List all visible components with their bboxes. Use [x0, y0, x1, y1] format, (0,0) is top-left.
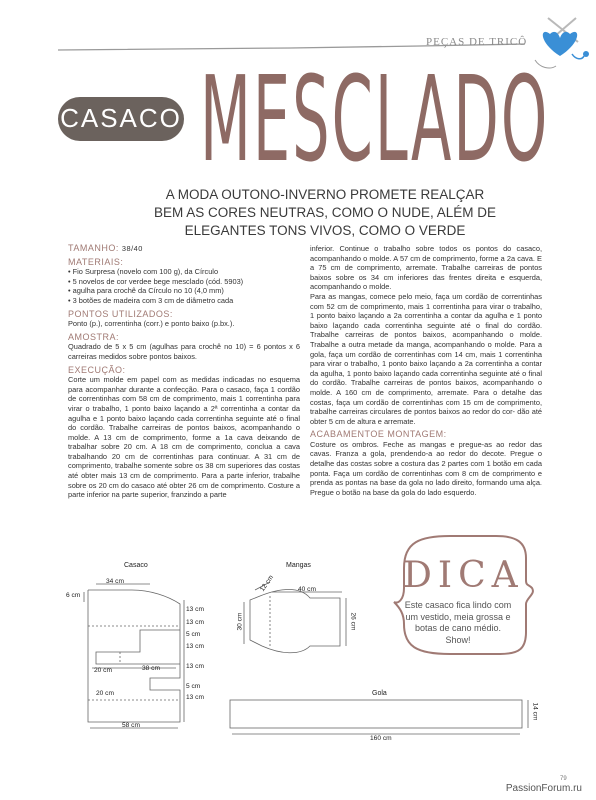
acabamento-heading: ACABAMENTOE MONTAGEM:: [310, 429, 447, 440]
casaco-dim-label: 13 cm: [186, 643, 204, 650]
page-number: 79: [560, 776, 567, 782]
mangas-gola-text: Para as mangas, comece pelo meio, faça um cordão de correntinhas com 52 cm de comprimento, mais 1 correntinha para virar o trabalho, 1 ponto baixo laçando a 2a correntinha a contar da agulha e 1 ponto baixo laçando cada correntinha seguinte até o final do cordão. Trabalhe carreiras de pontos baixos, acompanhando o molde. Trabalhe a outra metade da manga, acompanhando o molde. Para a gola, faça um cordão de correntinhas com 14 cm, mais 1 correntinha para virar o trabalho, 1 ponto baixo laçando a 2a correntinha a contar da agulha, 1 ponto baixo laçando cada correntinha seguinte até o final do cordão. Trabalhe carreiras de pontos baixos, acompanhando o molde. A 160 cm de comprimento, arremate. Para o detalhe das costas, faça um cordão de correntinhas com 15 cm de comprimento, trabalhe carreiras circulares de pontos baixos ao redor do cor- dão até obter 5 cm de altura e arremate.: [310, 291, 542, 426]
section-label: PEÇAS DE TRICÔ: [426, 36, 528, 48]
page-title: MESCLADO: [200, 50, 550, 188]
mangas-diagram-title: Mangas: [286, 562, 311, 569]
pontos-heading: PONTOS UTILIZADOS:: [68, 308, 173, 319]
materiais-item: • 5 novelos de cor verdee bege mesclado (cód. 5903): [68, 276, 244, 286]
gola-dim-label: 14 cm: [531, 702, 539, 721]
gola-diagram-title: Gola: [372, 690, 387, 697]
acabamento-text: Costure os ombros. Feche as mangas e pregue-as ao redor das cavas. Franza a gola, prendendo-a ao redor do decote. Pregue o detalhe das costas sobre a costura das 2 partes com 1 botão em cada ponta. Faça um cordão de correntinhas com 8 cm de comprimento e prenda as pontas na base da gola no lado direito, formando uma alça. Pregue o botão na base da gola do lado esquerdo.: [310, 439, 542, 497]
mangas-dim-label: 26 cm: [349, 612, 357, 631]
casaco-diagram-title: Casaco: [124, 562, 148, 569]
casaco-dim-label: 38 cm: [142, 665, 160, 672]
execucao-text: Corte um molde em papel com as medidas indicadas no esquema para acompanhar durante a confecção. Para o casaco, faça 1 cordão de correntinhas com 58 cm de comprimento, mais 1 correntinha para virar o trabalho, 1 ponto baixo laçando a 2ª correntinha a contar da agulha e 1 ponto baixo laçando cada correntinha seguinte até o final do cordão. Trabalhe carreiras de pontos baixos, acompanhando o molde. A 13 cm de comprimento, forme a 1a cava deixando de trabalhar sobre 20 cm. A 18 cm de comprimento, conclua a cava trabalhando 20 cm de correntinhas para continuar. A 31 cm de comprimento, trabalhe somente sobre os 38 cm superiores das costas até obter mais 13 cm de comprimento. Para a parte inferior, trabalhe sobre os 20 cm do casaco até obter 26 cm de comprimento. Costure a parte inferior na parte superior, franzindo a parte: [68, 375, 300, 500]
casaco-dim-label: 13 cm: [186, 606, 204, 613]
gola-dim-label: 160 cm: [370, 735, 392, 742]
site-watermark: PassionForum.ru: [505, 783, 582, 794]
amostra-text: Quadrado de 5 x 5 cm (agulhas para crochê no 10) = 6 pontos x 6 carreiras medidos sobre pontos baixos.: [68, 342, 300, 361]
casaco-dim-label: 34 cm: [106, 578, 124, 585]
casaco-dim-label: 58 cm: [122, 722, 140, 729]
execucao-continued: inferior. Continue o trabalho sobre todos os pontos do casaco, acompanhando o molde. A 57 cm de comprimento, forme a 2a cava. E a 75 cm de comprimento, arremate. Trabalhe carreiras de pontos baixos sobre os 34 cm inferiores das frentes direita e esquerda, acompanhando o molde.: [310, 244, 542, 292]
casaco-dim-label: 20 cm: [96, 690, 114, 697]
amostra-heading: AMOSTRA:: [68, 331, 120, 342]
mangas-dim-label: 12 cm: [258, 574, 276, 593]
casaco-dim-label: 6 cm: [66, 592, 81, 599]
mangas-dim-label: 30 cm: [236, 612, 244, 631]
pontos-text: Ponto (p.), correntinha (corr.) e ponto baixo (p.bx.).: [68, 319, 235, 329]
casaco-dim-label: 13 cm: [186, 694, 204, 701]
mangas-dim-label: 40 cm: [298, 586, 316, 593]
casaco-dim-label: 13 cm: [186, 619, 204, 626]
casaco-dim-label: 13 cm: [186, 663, 204, 670]
materiais-heading: MATERIAIS:: [68, 256, 124, 267]
casaco-dim-label: 20 cm: [94, 667, 112, 674]
casaco-dim-label: 5 cm: [186, 683, 201, 690]
tamanho-heading: TAMANHO: 38/40: [68, 243, 143, 253]
materiais-item: • agulha para crochê da Círculo no 10 (4,0 mm): [68, 286, 224, 296]
dica-text: Este casaco fica lindo com um vestido, meia grossa e botas de cano médio. Show!: [404, 600, 512, 645]
materiais-item: • Fio Surpresa (novelo com 100 g), da Círculo: [68, 267, 219, 277]
lead-paragraph: A MODA OUTONO-INVERNO PROMETE REALÇAR BEM AS CORES NEUTRAS, COMO O NUDE, ALÉM DE ELEGANTES TONS VIVOS, COMO O VERDE: [153, 187, 497, 238]
materiais-item: • 3 botões de madeira com 3 cm de diâmetro cada: [68, 295, 234, 305]
dica-title: DICA: [403, 555, 524, 596]
execucao-heading: EXECUÇÃO:: [68, 364, 126, 375]
casaco-dim-label: 5 cm: [186, 631, 201, 638]
casaco-badge-label: CASACO: [60, 103, 182, 133]
